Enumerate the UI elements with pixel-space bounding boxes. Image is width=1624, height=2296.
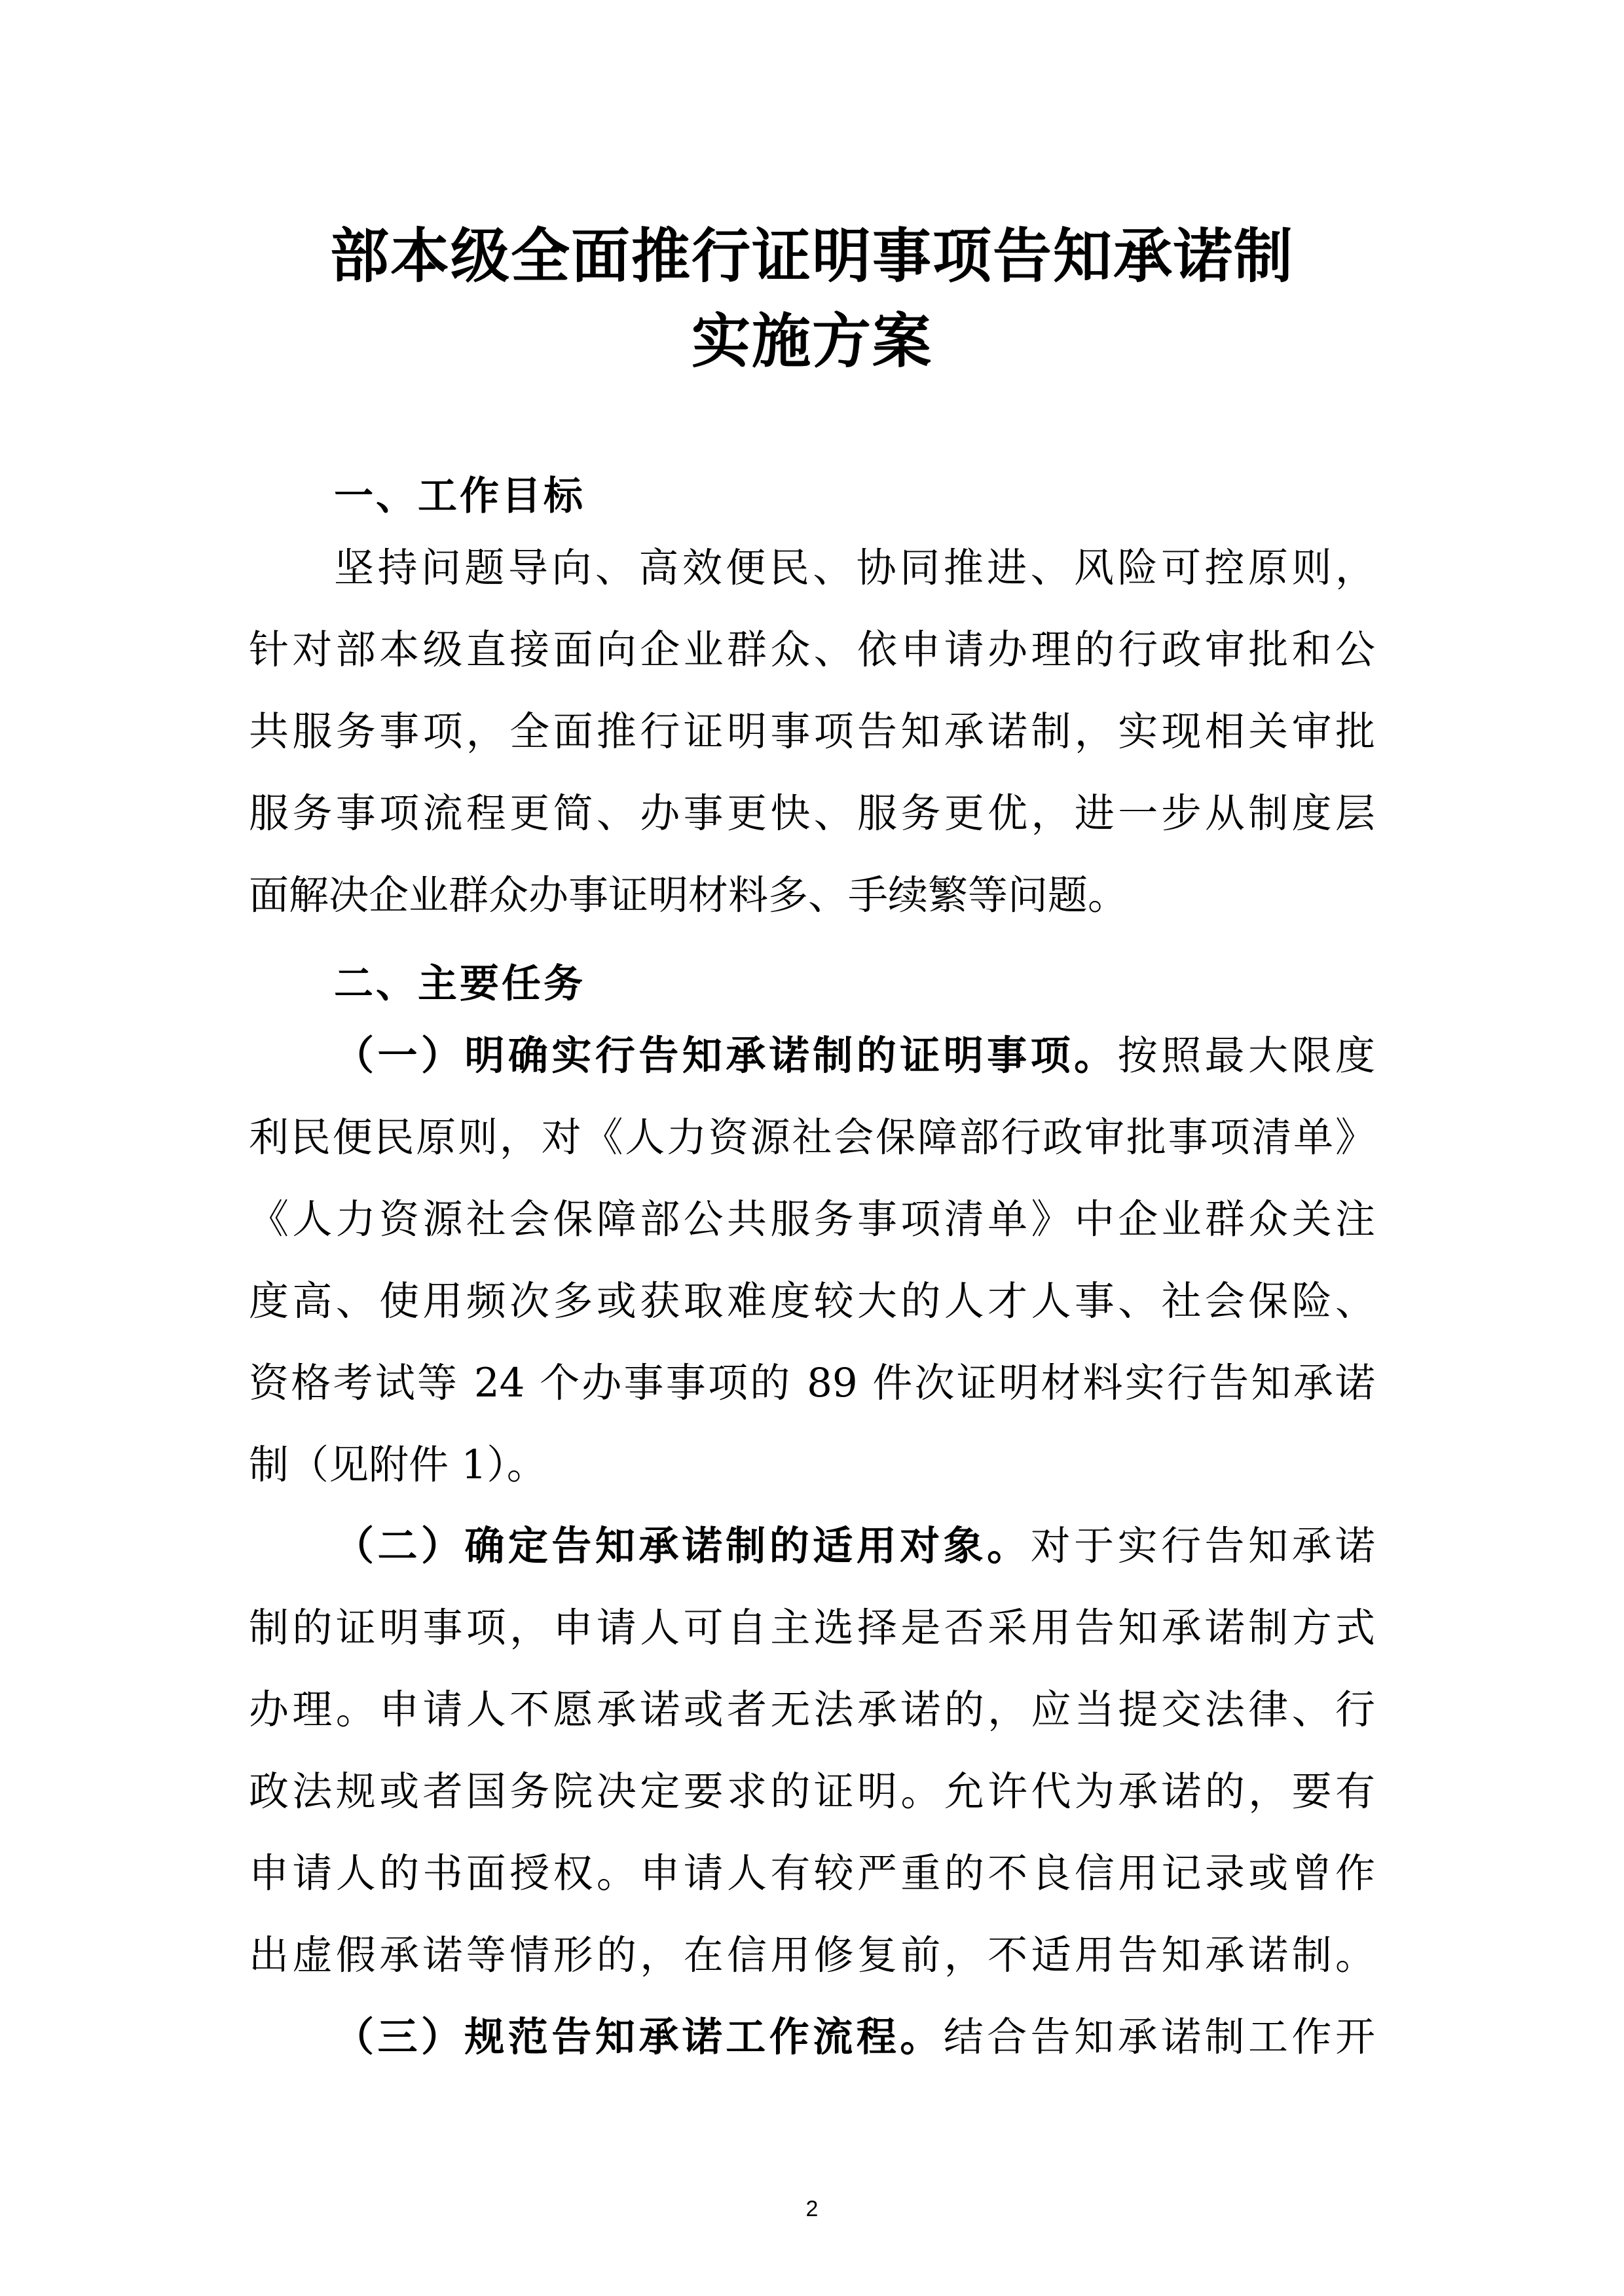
paragraph-line <box>334 1520 1375 1573</box>
item-title: （三）规范告知承诺工作流程。 <box>334 2014 944 2060</box>
paragraph-line <box>334 1030 1375 1082</box>
paragraph-line: 制（见附件 1）。 <box>249 1442 547 1488</box>
item-text: 对于实行告知承诺 <box>1030 1523 1375 1569</box>
paragraph-line: 申请人的书面授权。申请人有较严重的不良信用记录或曾作 <box>249 1850 1375 1897</box>
item-text: 按照最大限度 <box>1117 1032 1375 1079</box>
paragraph-line: 资格考试等 24 个办事事项的 89 件次证明材料实行告知承诺 <box>249 1360 1375 1406</box>
item-title: （一）明确实行告知承诺制的证明事项。 <box>334 1032 1118 1079</box>
paragraph-line: 政法规或者国务院决定要求的证明。允许代为承诺的，要有 <box>249 1768 1375 1815</box>
section-heading-tasks: 二、主要任务 <box>334 961 585 1007</box>
page-number: 2 <box>805 2196 819 2221</box>
paragraph-line: 坚持问题导向、高效便民、协同推进、风险可控原则， <box>334 545 1375 591</box>
paragraph-line: 共服务事项，全面推行证明事项告知承诺制，实现相关审批 <box>249 708 1375 755</box>
paragraph-line: 出虚假承诺等情形的，在信用修复前，不适用告知承诺制。 <box>249 1932 1375 1978</box>
item-text: 结合告知承诺制工作开 <box>943 2014 1375 2060</box>
item-title: （二）确定告知承诺制的适用对象。 <box>334 1523 1031 1569</box>
paragraph-line: 度高、使用频次多或获取难度较大的人才人事、社会保险、 <box>249 1278 1375 1324</box>
document-title-line-2: 实施方案 <box>692 306 932 376</box>
paragraph-line <box>334 2011 1375 2064</box>
paragraph-line: 针对部本级直接面向企业群众、依申请办理的行政审批和公 <box>249 627 1375 673</box>
paragraph-line: 制的证明事项，申请人可自主选择是否采用告知承诺制方式 <box>249 1605 1375 1651</box>
paragraph-line: 利民便民原则，对《人力资源社会保障部行政审批事项清单》 <box>249 1114 1375 1161</box>
section-heading-goals: 一、工作目标 <box>334 473 585 519</box>
paragraph-line: 面解决企业群众办事证明材料多、手续繁等问题。 <box>249 872 1128 919</box>
document-title-line-1: 部本级全面推行证明事项告知承诺制 <box>330 221 1294 291</box>
paragraph-line: 办理。申请人不愿承诺或者无法承诺的，应当提交法律、行 <box>249 1686 1375 1733</box>
paragraph-line: 《人力资源社会保障部公共服务事项清单》中企业群众关注 <box>249 1196 1375 1243</box>
paragraph-line: 服务事项流程更简、办事更快、服务更优，进一步从制度层 <box>249 790 1375 837</box>
